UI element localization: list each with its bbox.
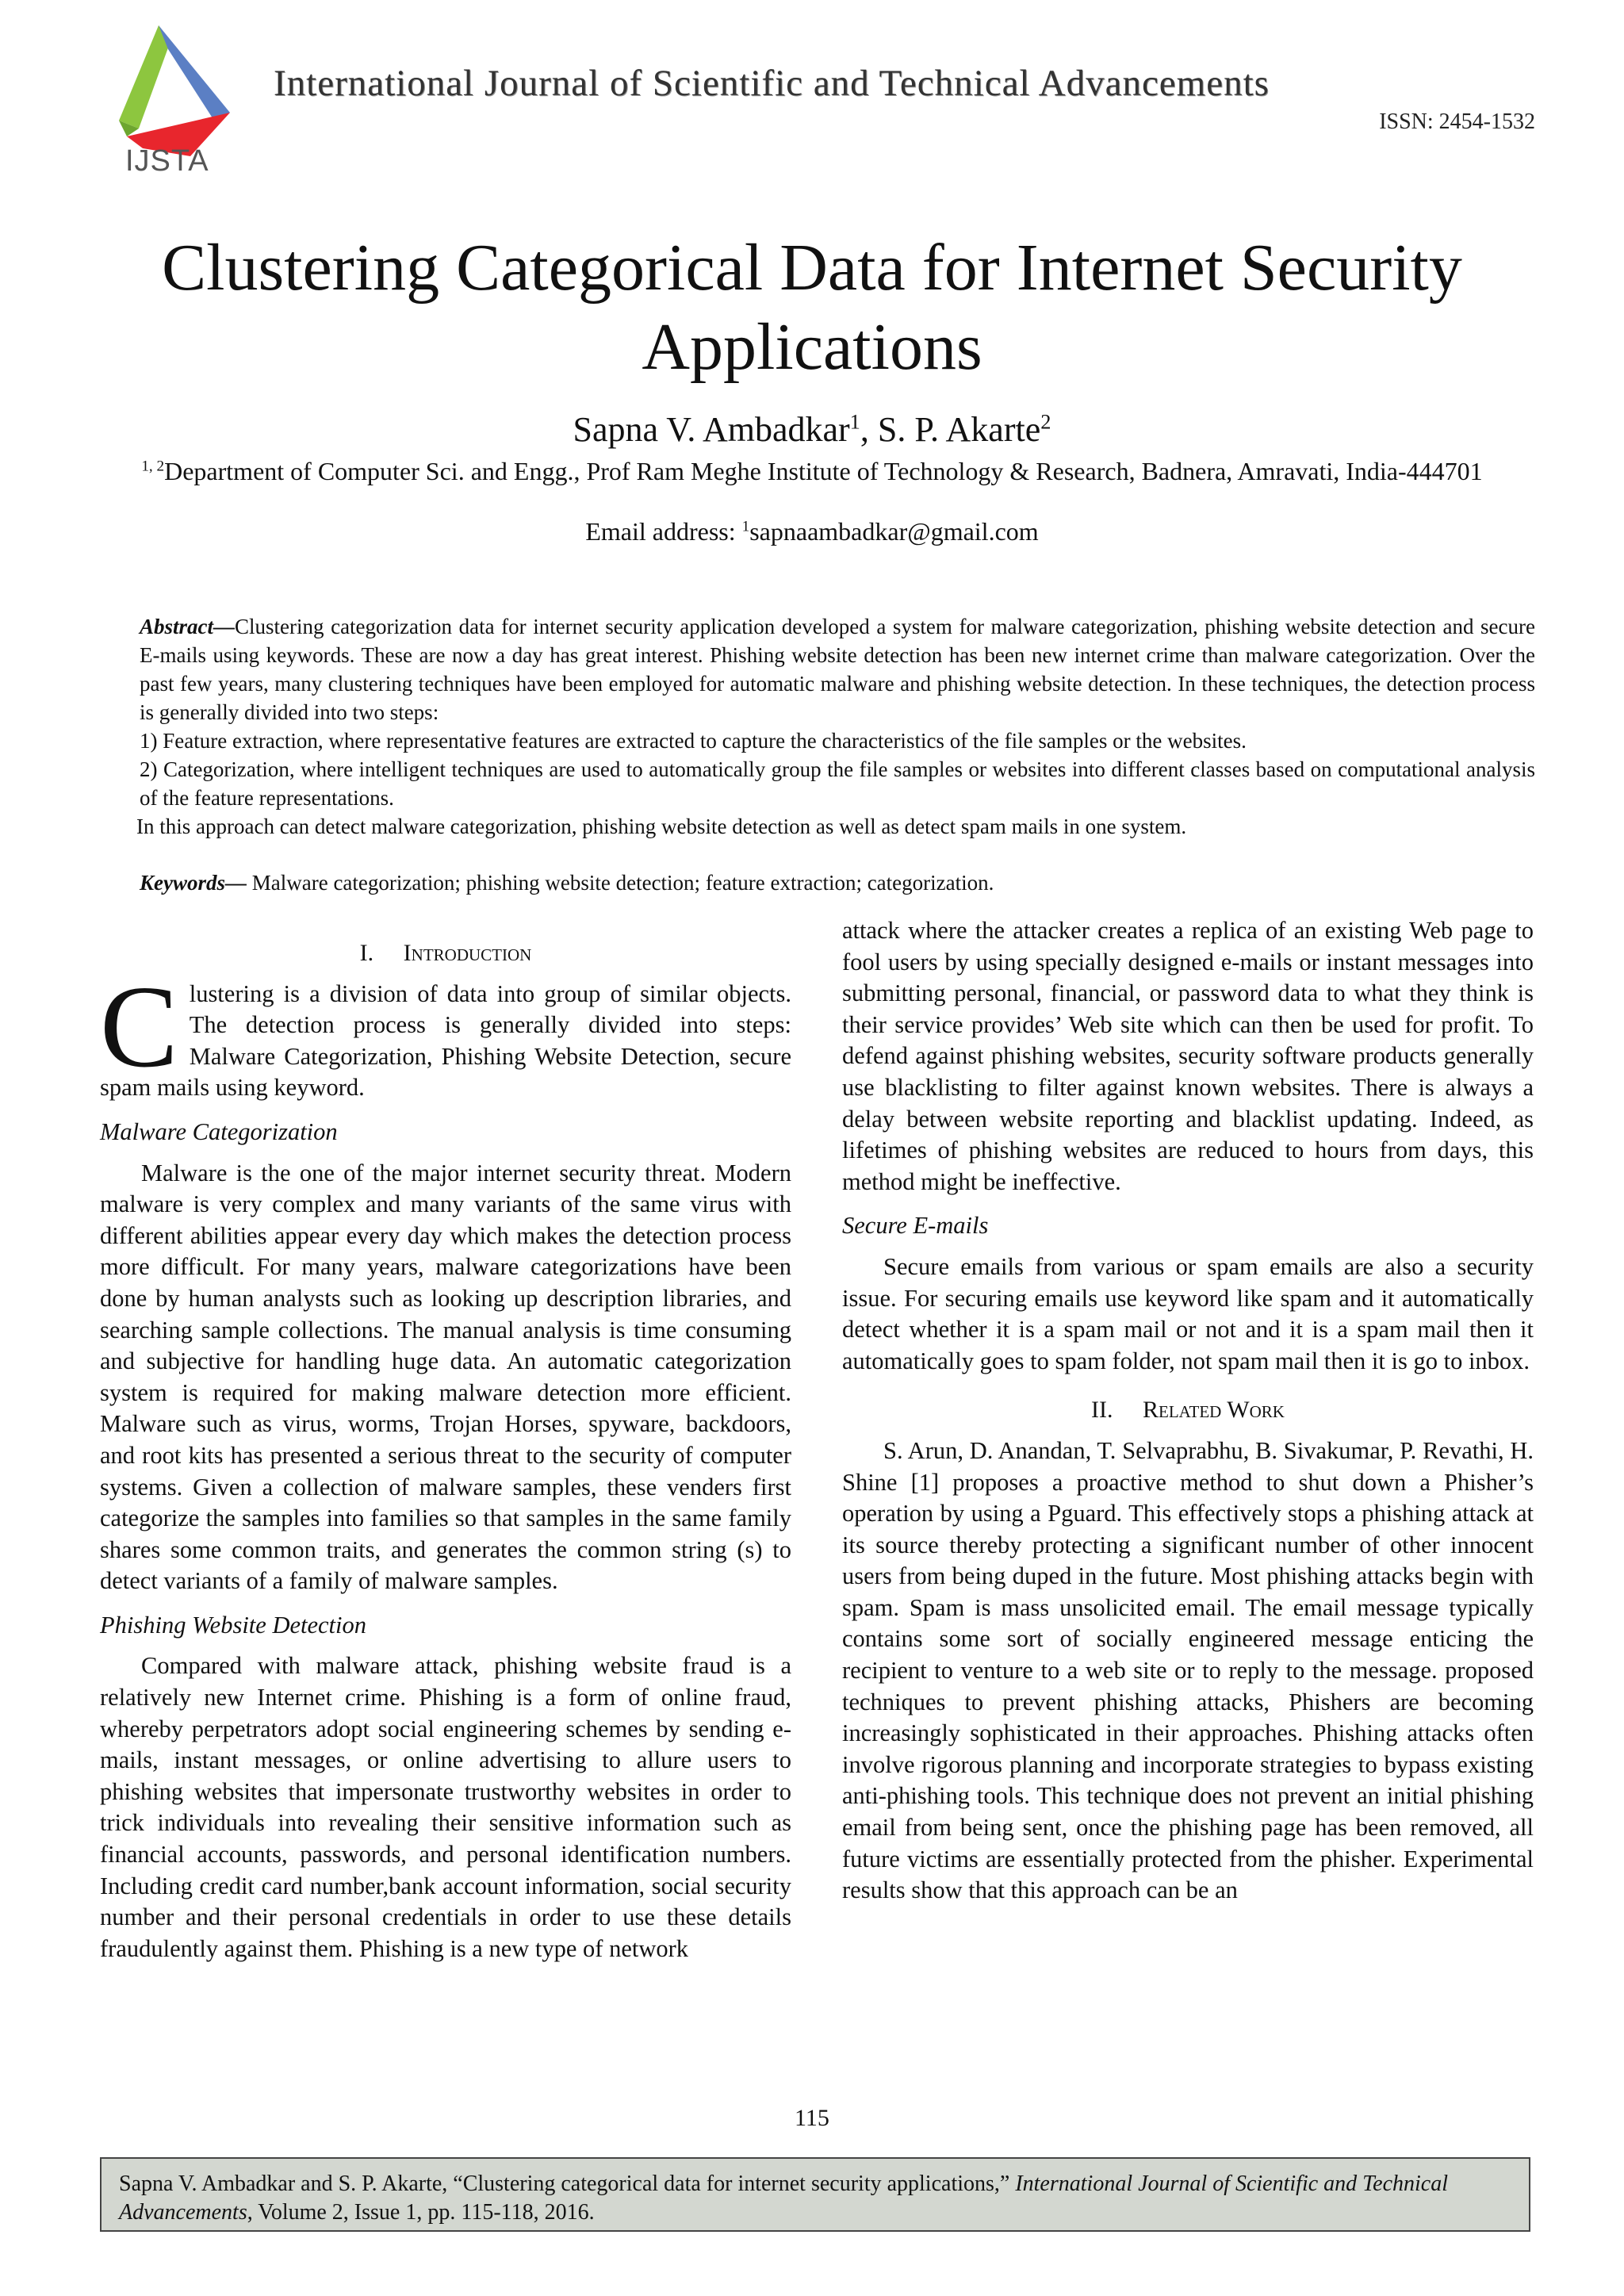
abstract-p2: 1) Feature extraction, where representative features are extracted to capture the characteristics of the file samples or the websites. [140,729,1247,753]
left-column [100,930,791,1964]
related-work-paragraph: S. Arun, D. Anandan, T. Selvaprabhu, B. Sivakumar, P. Revathi, H. Shine [1] proposes a proactive method to shut down a Phisher’s operation by using a Pguard. This effectively stops a phishing attack at its source thereby protecting a significant number of other innocent users from being duped in the future. Most phishing attacks begin with spam. Spam is mass unsolicited email. The email message typically contains some sort of socially engineered message enticing the recipient to venture to a web site or to reply to the message. proposed techniques to prevent phishing attacks, Phishers are becoming increasingly sophisticated in their approaches. Phishing attacks often involve rigorous planning and incorporate strategies to bypass existing anti-phishing tools. This technique does not prevent an initial phishing email from being sent, once the phishing page has been removed, all future victims are essentially protected from the phisher. Experimental results show that this approach can be an [842,1436,1534,1904]
journal-logo [95,17,246,184]
citation-text: Sapna V. Ambadkar and S. P. Akarte, “Clustering categorical data for internet security applications,” [119,2171,1016,2196]
abstract-p4: In this approach can detect malware categorization, phishing website detection as well as detect spam mails in one system. [136,815,1187,838]
email-label: Email address: [585,517,742,546]
logo-text: IJSTA [125,144,209,178]
section-title: Related Work [1143,1397,1285,1424]
subsection-malware: Malware Categorization [100,1117,338,1145]
section-heading-introduction [100,937,791,969]
intro-text: lustering is a division of data into group of similar objects. The detection process is generally divided into steps: Malware Categorization, Phishing Website Detection, secure spam mails using keyword. [100,979,791,1102]
keywords [140,871,1535,895]
author-2-sup: 2 [1040,409,1051,434]
authors [0,409,1624,450]
citation-box [100,2157,1530,2232]
email-address: sapnaambadkar@gmail.com [749,517,1039,546]
abstract [136,612,1535,841]
section-number: I. [359,940,374,966]
abstract-label: Abstract— [140,615,236,638]
affiliation-sup: 1, 2 [141,458,165,475]
author-1: Sapna V. Ambadkar [573,410,850,449]
affiliation-text: Department of Computer Sci. and Engg., Prof Ram Meghe Institute of Technology & Research, Badnera, Amravati, India-444701 [164,457,1483,485]
author-separator: , [860,410,878,449]
paper-title: Clustering Categorical Data for Internet Security Applications [162,231,1462,384]
section-title: Introduction [403,940,532,966]
section-number: II. [1091,1397,1113,1424]
journal-title: International Journal of Scientific and Technical Advancements [274,63,1270,104]
abstract-text-1: Clustering categorization data for internet security application developed a system for malware categorization, phishing website detection and secure E-mails using keywords. These are now a day has great interest. Phishing website detection has been new internet crime than malware categorization. Over the past few years, many clustering techniques have been employed for automatic malware and phishing website detection. In these techniques, the detection process is generally divided into two steps: [140,615,1535,724]
affiliation [119,455,1505,487]
issn: ISSN: 2454-1532 [1379,109,1535,134]
citation-tail: , Volume 2, Issue 1, pp. 115-118, 2016. [247,2200,595,2225]
page-number: 115 [795,2105,829,2131]
keywords-label: Keywords— [140,871,247,895]
author-1-sup: 1 [849,409,860,434]
intro-paragraph [100,961,791,1104]
malware-paragraph: Malware is the one of the major internet security threat. Modern malware is very complex and many variants of the same virus with different abilities appear every day which makes the detection process more difficult. For many years, malware categorizations have been done by human analysts such as looking up description libraries, and searching sample collections. The manual analysis is time consuming and subjective for handling huge data. An automatic categorization system is required for making malware detection more efficient. Malware such as virus, worms, Trojan Horses, spyware, backdoors, and root kits has presented a serious threat to the security of computer systems. Given a collection of malware samples, these venders first categorize the samples into families so that samples in the same family shares some common traits, and generates the common string (s) to detect variants of a family of malware samples. [100,1159,791,1595]
section-heading-related-work [842,1394,1534,1426]
citation-journal: International Journal of Scientific and Technical Advancements [119,2171,1448,2225]
phishing-paragraph-continued: attack where the attacker creates a replica of an existing Web page to fool users by using specially designed e-mails or instant messages into submitting personal, financial, or password data to what they think is their service provides’ Web site which can then be used for profit. To defend against phishing websites, security software products generally use blacklisting to filter against known websites. There is always a delay between website reporting and blacklist updating. Indeed, as lifetimes of phishing websites are reduced to hours from days, this method might be ineffective. [842,917,1534,1195]
subsection-phishing: Phishing Website Detection [100,1611,367,1639]
author-2: S. P. Akarte [877,410,1041,449]
email-line [0,517,1624,546]
right-column [842,915,1534,1907]
subsection-secure-emails: Secure E-mails [842,1212,989,1240]
email-sup: 1 [741,518,750,535]
phishing-paragraph: Compared with malware attack, phishing website fraud is a relatively new Internet crime. Phishing is a form of online fraud, whereby perpetrators adopt social engineering schemes by sending e-mails, instant messages, or online advertising to allure users to phishing websites that impersonate trustworthy websites in order to trick individuals into revealing their sensitive information such as financial accounts, passwords, and personal identification numbers. Including credit card number,bank account information, social security number and their personal credentials in order to use these details fraudulently against them. Phishing is a new type of network [100,1652,791,1962]
abstract-p1 [140,612,1535,726]
abstract-p3: 2) Categorization, where intelligent techniques are used to automatically group the file samples or websites into different classes based on computational analysis of the feature representations. [140,757,1535,810]
drop-cap: C [100,961,178,1092]
secure-emails-paragraph: Secure emails from various or spam emails are also a security issue. For securing emails use keyword like spam and it automatically detect whether it is a spam mail or not and it is a spam mail then it automatically goes to spam folder, not spam mail then it is go to inbox. [842,1252,1534,1374]
keywords-text: Malware categorization; phishing website detection; feature extraction; categorization. [247,871,994,895]
